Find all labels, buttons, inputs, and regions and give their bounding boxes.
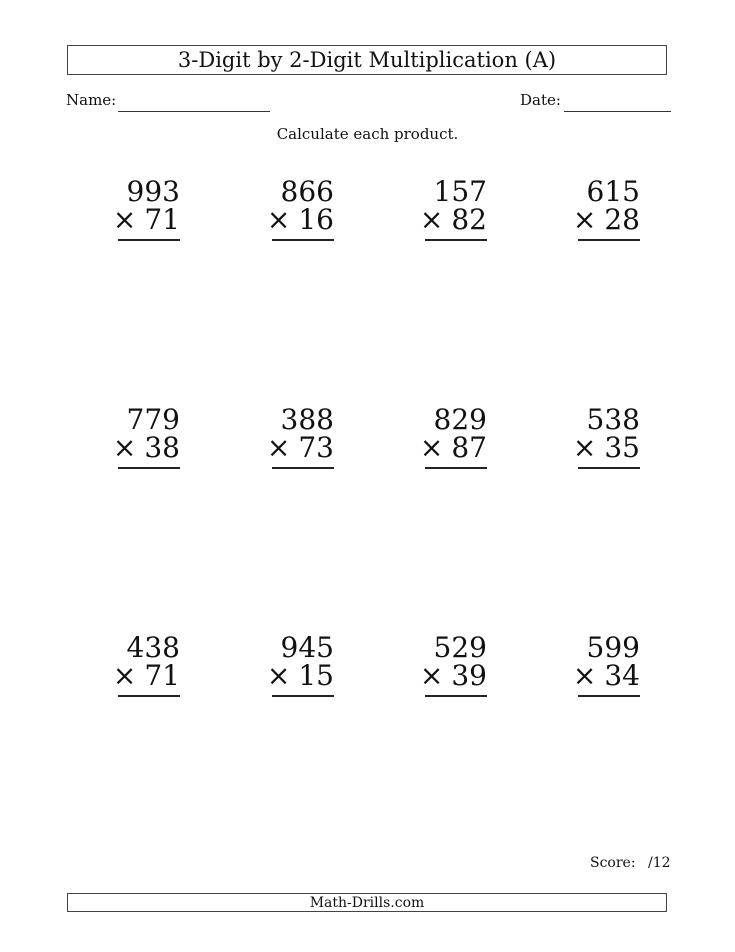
answer-line [425,695,487,697]
multiply-sign: × [112,659,137,692]
multiplier: 87 [451,431,487,464]
date-label: Date: [520,91,561,109]
multiplier-row [572,431,640,464]
multiplicand: 157 [433,175,487,208]
answer-line [272,695,334,697]
multiplier-row [266,431,334,464]
multiplier-row [112,203,180,236]
multiplier-row [112,659,180,692]
multiplier-row [419,431,487,464]
multiplicand: 599 [586,631,640,664]
answer-line [118,239,180,241]
multiplicand: 538 [586,403,640,436]
answer-line [272,239,334,241]
multiplier: 28 [604,203,640,236]
score-total: /12 [648,855,671,871]
multiply-sign: × [572,203,597,236]
multiply-sign: × [112,203,137,236]
multiplier: 82 [451,203,487,236]
multiplicand: 779 [126,403,180,436]
multiplicand: 615 [586,175,640,208]
multiply-sign: × [266,203,291,236]
multiply-sign: × [572,431,597,464]
answer-line [272,467,334,469]
multiplicand: 529 [433,631,487,664]
multiplier: 73 [298,431,334,464]
answer-line [425,467,487,469]
instructions: Calculate each product. [276,125,459,143]
multiplicand: 438 [126,631,180,664]
multiplier: 71 [144,203,180,236]
multiply-sign: × [419,203,444,236]
multiplicand: 866 [280,175,334,208]
multiplier: 16 [298,203,334,236]
multiply-sign: × [112,431,137,464]
multiply-sign: × [419,659,444,692]
multiplicand: 388 [280,403,334,436]
multiply-sign: × [266,431,291,464]
answer-line [425,239,487,241]
multiplier: 39 [451,659,487,692]
footer-site: Math-Drills.com [309,894,425,911]
multiplier: 34 [604,659,640,692]
multiplier: 38 [144,431,180,464]
multiplier: 15 [298,659,334,692]
multiplier: 71 [144,659,180,692]
multiplier-row [572,659,640,692]
multiply-sign: × [572,659,597,692]
multiplicand: 829 [433,403,487,436]
worksheet-title: 3-Digit by 2-Digit Multiplication (A) [177,48,557,72]
multiplier-row [572,203,640,236]
name-label: Name: [66,91,117,109]
score-label: Score: [590,855,636,871]
answer-line [578,695,640,697]
worksheet-title-box [67,45,667,75]
answer-line [118,695,180,697]
multiplier: 35 [604,431,640,464]
multiply-sign: × [266,659,291,692]
multiplier-row [266,659,334,692]
date-field-line[interactable] [564,111,671,112]
multiplier-row [419,659,487,692]
multiplier-row [112,431,180,464]
answer-line [578,239,640,241]
multiplicand: 993 [126,175,180,208]
name-field-line[interactable] [118,111,270,112]
multiplier-row [419,203,487,236]
multiply-sign: × [419,431,444,464]
multiplier-row [266,203,334,236]
footer-box [67,893,667,912]
answer-line [118,467,180,469]
answer-line [578,467,640,469]
multiplicand: 945 [280,631,334,664]
